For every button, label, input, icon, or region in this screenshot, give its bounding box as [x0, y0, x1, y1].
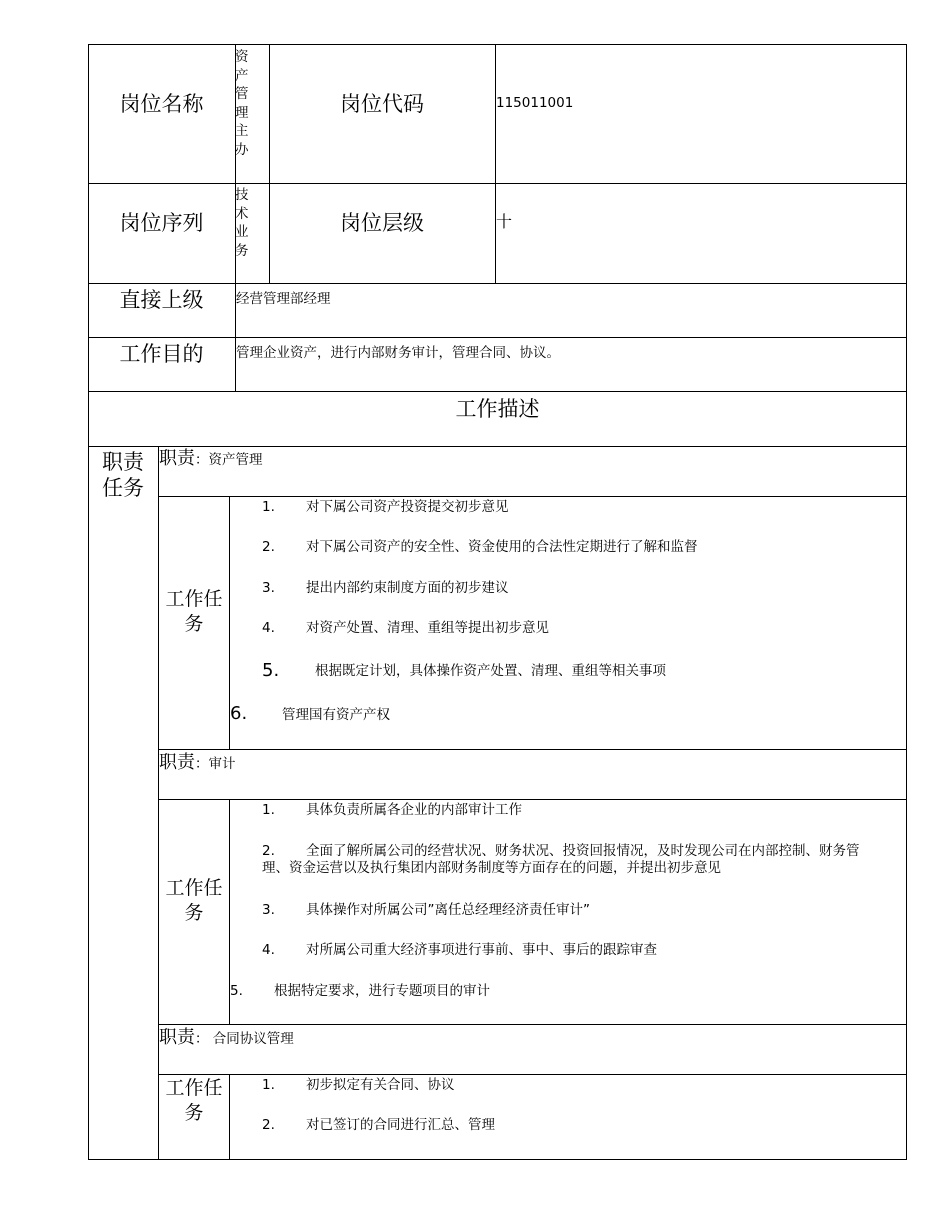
post-name-label: 岗位名称	[119, 92, 204, 116]
task-item: 全面了解所属公司的经营状况、财务状况、投资回报情况，及时发现公司在内部控制、财务管理、资金运营以及执行集团内部财务制度等方面存在的问题，并提出初步意见	[262, 843, 860, 876]
post-level-value: 十	[496, 212, 513, 231]
row-divider	[88, 283, 907, 284]
purpose-label: 工作目的	[119, 342, 204, 366]
task-number: 3.	[262, 902, 275, 918]
task-number: 4.	[262, 620, 275, 636]
task-item: 对已签订的合同进行汇总、管理	[306, 1117, 495, 1133]
post-sequence-label: 岗位序列	[119, 211, 204, 235]
job-description-table	[88, 44, 907, 1160]
task-number: 5.	[230, 983, 243, 999]
task-number: 4.	[262, 942, 275, 958]
task-number: 1.	[262, 802, 275, 818]
post-level-label: 岗位层级	[340, 211, 424, 235]
task-label: 工作任务	[165, 1077, 223, 1124]
row-divider	[88, 391, 907, 392]
duty-header	[159, 752, 236, 774]
task-item: 管理国有资产产权	[282, 707, 390, 723]
duty-header	[159, 448, 263, 470]
purpose-value: 管理企业资产，进行内部财务审计，管理合同、协议。	[236, 345, 560, 361]
row-divider	[158, 1074, 907, 1075]
duty-prefix: 职责	[159, 1027, 195, 1048]
task-item-wrapped	[262, 843, 884, 877]
task-number: 1.	[262, 499, 275, 515]
row-divider	[158, 749, 907, 750]
duty-header	[159, 1027, 294, 1049]
row-divider	[158, 799, 907, 800]
task-item: 对下属公司资产投资提交初步意见	[306, 499, 509, 515]
task-item: 根据特定要求，进行专题项目的审计	[274, 983, 490, 999]
duty-name: ：资产管理	[195, 452, 263, 468]
row-divider	[88, 337, 907, 338]
task-item: 初步拟定有关合同、协议	[306, 1077, 455, 1093]
post-code-label: 岗位代码	[340, 92, 424, 116]
task-label: 工作任务	[165, 877, 223, 924]
column-divider	[495, 44, 496, 283]
task-number: 6.	[230, 703, 248, 724]
duty-name: ：审计	[195, 756, 236, 772]
task-number: 1.	[262, 1077, 275, 1093]
column-divider	[158, 446, 159, 1160]
row-divider	[88, 183, 907, 184]
duty-name: ： 合同协议管理	[195, 1031, 294, 1047]
description-title: 工作描述	[455, 397, 540, 421]
row-divider	[158, 496, 907, 497]
superior-label: 直接上级	[119, 288, 204, 312]
task-number: 2.	[262, 1117, 275, 1133]
task-item: 根据既定计划，具体操作资产处置、清理、重组等相关事项	[315, 663, 666, 679]
column-divider	[269, 44, 270, 283]
duty-prefix: 职责	[159, 448, 195, 469]
task-item: 提出内部约束制度方面的初步建议	[306, 580, 509, 596]
task-item: 对所属公司重大经济事项进行事前、事中、事后的跟踪审查	[306, 942, 657, 958]
task-item: 具体负责所属各企业的内部审计工作	[306, 802, 522, 818]
task-item: 对下属公司资产的安全性、资金使用的合法性定期进行了解和监督	[306, 539, 698, 555]
task-label: 工作任务	[165, 588, 223, 635]
task-number: 5.	[262, 660, 280, 681]
row-divider	[158, 1024, 907, 1025]
task-item: 具体操作对所属公司”离任总经理经济责任审计”	[306, 902, 590, 918]
post-sequence-value: 技术业务	[235, 187, 249, 259]
row-divider	[88, 446, 907, 447]
task-item: 对资产处置、清理、重组等提出初步意见	[306, 620, 549, 636]
column-divider	[229, 1074, 230, 1160]
task-number: 2.	[262, 843, 275, 859]
post-code-value: 115011001	[496, 95, 574, 111]
post-name-value: 资产管理主办	[235, 49, 249, 158]
superior-value: 经营管理部经理	[236, 291, 331, 307]
duties-label: 职责任务	[102, 450, 144, 500]
task-number: 2.	[262, 539, 275, 555]
task-number: 3.	[262, 580, 275, 596]
duty-prefix: 职责	[159, 752, 195, 773]
